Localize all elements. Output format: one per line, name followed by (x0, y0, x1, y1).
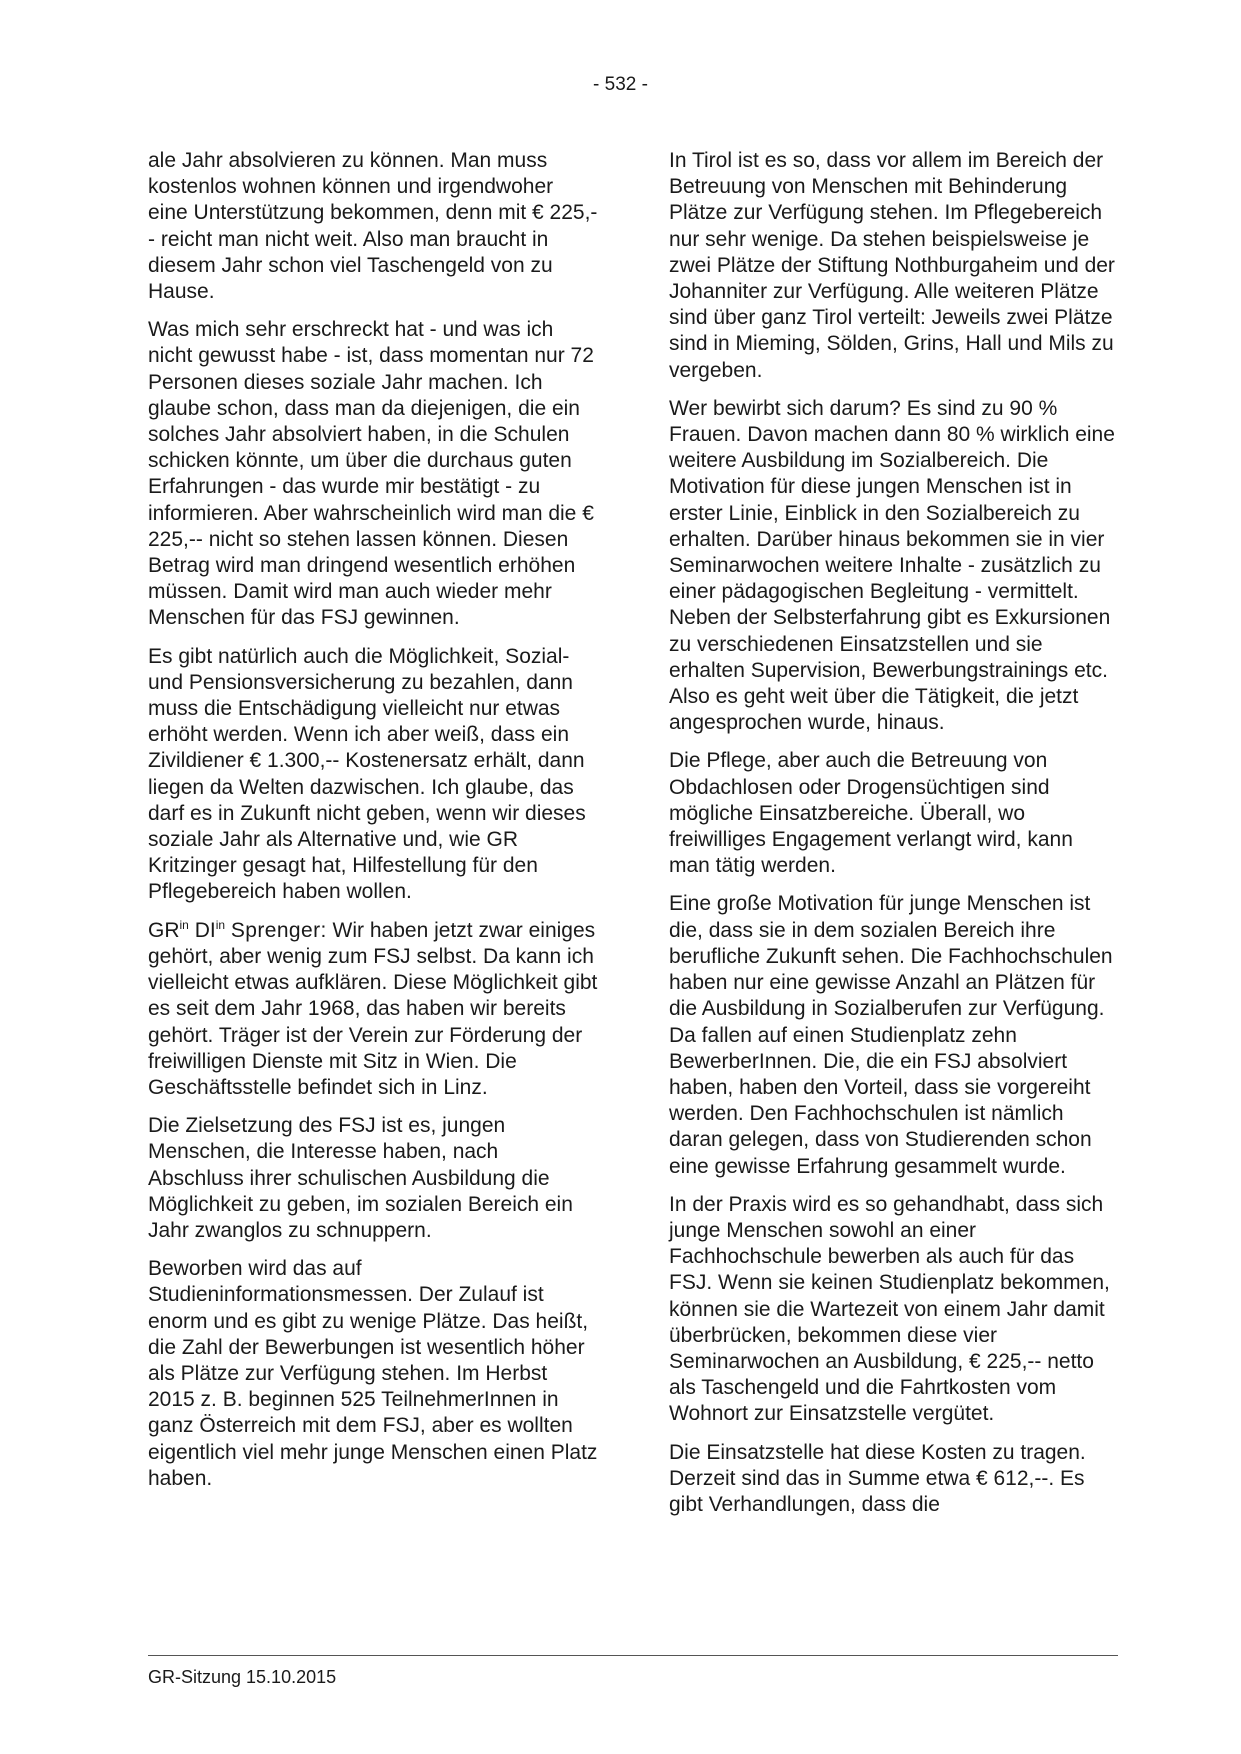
paragraph: Beworben wird das auf Studieninformationsmessen. Der Zulauf ist enorm und es gibt zu wenige Plätze. Das heißt, die Zahl der Bewerbungen ist wesentlich höher als Plätze zur Verfügung stehen. Im Herbst 2015 z. B. beginnen 525 TeilnehmerInnen in ganz Österreich mit dem FSJ, aber es wollten eigentlich viel mehr junge Menschen einen Platz haben. (148, 1257, 598, 1490)
paragraph: Was mich sehr erschreckt hat - und was ich nicht gewusst habe - ist, dass momentan nur 72 Personen dieses soziale Jahr machen. Ich glaube schon, dass man da diejenigen, die ein solches Jahr absolviert haben, in die Schulen schicken könnte, um über die durchaus guten Erfahrungen - das wurde mir bestätigt - zu informieren. Aber wahrscheinlich wird man die € 225,-- nicht so stehen lassen können. Diesen Betrag wird man dringend wesentlich erhöhen müssen. Damit wird man auch wieder mehr Menschen für das FSJ gewinnen. (148, 318, 594, 630)
speaker-title-di: DI (194, 918, 216, 942)
left-column (148, 148, 598, 1504)
paragraph: In Tirol ist es so, dass vor allem im Bereich der Betreuung von Menschen mit Behinderung Plätze zur Verfügung stehen. Im Pflegebereich nur sehr wenige. Da stehen beispielsweise je zwei Plätze der Stiftung Nothburgaheim und der Johanniter zur Verfügung. Alle weiteren Plätze sind über ganz Tirol verteilt: Jeweils zwei Plätze sind in Mieming, Sölden, Grins, Hall und Mils zu vergeben. (669, 149, 1115, 382)
paragraph: ale Jahr absolvieren zu können. Man muss kostenlos wohnen können und irgendwoher eine Unterstützung bekommen, denn mit € 225,-- reicht man nicht weit. Also man braucht in diesem Jahr schon viel Taschengeld von zu Hause. (148, 149, 598, 304)
paragraph: Die Einsatzstelle hat diese Kosten zu tragen. Derzeit sind das in Summe etwa € 612,--. Es gibt Verhandlungen, dass die (669, 1440, 1086, 1516)
speaker-text: Wir haben jetzt zwar einiges gehört, aber wenig zum FSJ selbst. Da kann ich vielleicht etwas aufklären. Diese Möglichkeit gibt es seit dem Jahr 1968, das haben wir bereits gehört. Träger ist der Verein zur Förderung der freiwilligen Dienste mit Sitz in Wien. Die Geschäftsstelle befindet sich in Linz. (148, 918, 598, 1099)
speaker-title-gr-suffix: in (179, 917, 189, 932)
paragraph: In der Praxis wird es so gehandhabt, dass sich junge Menschen sowohl an einer Fachhochschule bewerben als auch für das FSJ. Wenn sie keinen Studienplatz bekommen, können sie die Wartezeit von einem Jahr damit überbrücken, bekommen diese vier Seminarwochen an Ausbildung, € 225,-- netto als Taschengeld und die Fahrtkosten vom Wohnort zur Einsatzstelle vergütet. (669, 1192, 1110, 1426)
page-number: - 532 - (593, 74, 648, 95)
speaker-title-gr: GR (148, 918, 180, 942)
footer-session-date: GR-Sitzung 15.10.2015 (148, 1667, 337, 1687)
speaker-title-di-suffix: in (215, 917, 226, 932)
speaker-paragraph (148, 918, 598, 1101)
paragraph: Es gibt natürlich auch die Möglichkeit, Sozial- und Pensionsversicherung zu bezahlen, dann muss die Entschädigung vielleicht nur etwas erhöht werden. Wenn ich aber weiß, dass ein Zivildiener € 1.300,-- Kostenersatz erhält, dann liegen da Welten dazwischen. Ich glaube, das darf es in Zukunft nicht geben, wenn wir dieses soziale Jahr als Alternative und, wie GR Kritzinger gesagt hat, Hilfestellung für den Pflegebereich haben wollen. (148, 644, 586, 904)
paragraph: Wer bewirbt sich darum? Es sind zu 90 % Frauen. Davon machen dann 80 % wirklich eine weitere Ausbildung im Sozialbereich. Die Motivation für diese jungen Menschen ist in erster Linie, Einblick in den Sozialbereich zu erhalten. Darüber hinaus bekommen sie in vier Seminarwochen weitere Inhalte - zusätzlich zu einer pädagogischen Begleitung - vermittelt. Neben der Selbsterfahrung gibt es Exkursionen zu verschiedenen Einsatzstellen und sie erhalten Supervision, Bewerbungstrainings etc. Also es geht weit über die Tätigkeit, die jetzt angesprochen wurde, hinaus. (669, 396, 1115, 735)
paragraph: Eine große Motivation für junge Menschen ist die, dass sie in dem sozialen Bereich ihre berufliche Zukunft sehen. Die Fachhochschulen haben nur eine gewisse Anzahl an Plätzen für die Ausbildung in Sozialberufen zur Verfügung. Da fallen auf einen Studienplatz zehn BewerberInnen. Die, die ein FSJ absolviert haben, haben den Vorteil, dass sie vorgereiht werden. Den Fachhochschulen ist nämlich daran gelegen, dass von Studierenden schon eine gewisse Erfahrung gesammelt wurde. (669, 892, 1113, 1178)
paragraph: Die Zielsetzung des FSJ ist es, jungen Menschen, die Interesse haben, nach Abschluss ihrer schulischen Ausbildung die Möglichkeit zu geben, im sozialen Bereich ein Jahr zwanglos zu schnuppern. (148, 1114, 573, 1242)
right-column (669, 148, 1119, 1530)
speaker-name: Sprenger: (230, 918, 327, 942)
paragraph: Die Pflege, aber auch die Betreuung von Obdachlosen oder Drogensüchtigen sind mögliche Einsatzbereiche. Überall, wo freiwilliges Engagement verlangt wird, kann man tätig werden. (669, 749, 1073, 878)
footer-divider (148, 1655, 1118, 1656)
